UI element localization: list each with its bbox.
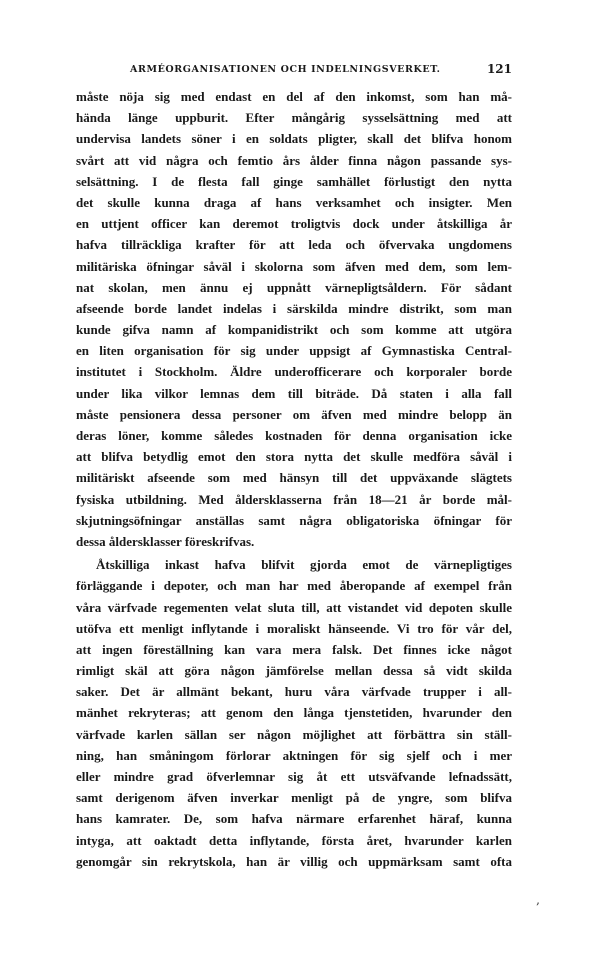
text-line: fysiska utbildning. Med åldersklasserna från 18—21 år borde mål-	[76, 491, 512, 507]
text-line: genomgår sin rekrytskola, han är villig och uppmärksam samt ofta	[76, 853, 512, 869]
text-line: eller mindre grad öfverlemnar sig åt ett utsväfvande lefnadssätt,	[76, 769, 512, 784]
text-line: en uttjent officer kan deremot troligtvis dock under åtskilliga år	[76, 216, 512, 232]
text-line: mänhet rekryteras; att genom den långa tjenstetiden, hvarunder den	[76, 705, 512, 721]
page-number: 121	[486, 62, 512, 76]
text-line: militäriska öfningar såväl i skolorna som äfven med dem, som lem-	[76, 258, 512, 274]
text-line: afseende borde landet indelas i särskilda mindre distrikt, som man	[76, 300, 512, 316]
text-line: hända länge uppburit. Efter mångårig sysselsättning med att	[76, 110, 512, 126]
text-line: militäriskt afseende som med hänsyn till det uppväxande slägtets	[76, 470, 512, 486]
text-line-paragraph-start: Åtskilliga inkast hafva blifvit gjorda emot de värnepligtiges	[96, 557, 512, 573]
text-line: rimligt skäl att göra någon jämförelse mellan dessa så vidt skilda	[76, 663, 512, 679]
running-title: ARMÉORGANISATIONEN OCH INDELNINGSVERKET.	[130, 64, 441, 75]
text-line: våra värfvade regementen velat sluta till, att vistandet vid depoten skulle	[76, 599, 512, 615]
text-line-paragraph-end: dessa åldersklasser föreskrifvas.	[76, 533, 255, 549]
text-line: intyga, att oaktadt detta inflytande, första året, hvarunder karlen	[76, 832, 512, 848]
text-line: att ingen föreställning kan vara mera falsk. Det finnes icke något	[76, 641, 512, 657]
text-line: måste nöja sig med endast en del af den inkomst, som han må-	[76, 89, 512, 104]
text-line: det skulle kunna draga af hans verksamhet och insigter. Men	[76, 194, 512, 210]
body-text	[76, 86, 512, 872]
margin-mark: ‚	[536, 893, 540, 907]
text-line: selsättning. I de flesta fall ginge samhället förlustigt den nytta	[76, 173, 512, 189]
text-line: att blifva betydlig emot den stora nytta det skulle medföra såväl i	[76, 449, 512, 465]
page-header	[76, 64, 512, 80]
text-line: måste pensionera dessa personer om äfven med mindre belopp än	[76, 406, 512, 422]
text-line: hafva tillräckliga krafter för att leda och öfvervaka ungdomens	[76, 237, 512, 253]
text-line: svårt att vid några och femtio års ålder finna någon passande sys-	[76, 152, 512, 168]
text-line: under lika vilkor lemnas dem till biträde. Då staten i alla fall	[76, 385, 512, 401]
text-line: hans kamrater. De, som hafva närmare erfarenhet häraf, kunna	[76, 811, 512, 827]
text-line: skjutningsöfningar anställas samt några obligatoriska öfningar för	[76, 512, 512, 528]
text-line: nat skolan, men ännu ej uppnått värnepligtsåldern. För sådant	[76, 279, 512, 295]
text-line: utöfva ett menligt inflytande i moraliskt hänseende. Vi tro för vår del,	[76, 620, 512, 636]
text-line: ning, han småningom förlorar aktningen för sig sjelf och i mer	[76, 747, 512, 763]
text-line: kunde gifva namn af kompanidistrikt och som komme att utgöra	[76, 322, 512, 338]
text-line: undervisa landets söner i en soldats pligter, skall det blifva honom	[76, 131, 512, 147]
text-line: förläggande i depoter, och man har med åberopande af exempel från	[76, 578, 512, 594]
text-line: saker. Det är allmänt bekant, huru våra värfvade trupper i all-	[76, 684, 512, 700]
text-line: deras löner, komme således kostnaden för denna organisation icke	[76, 428, 512, 443]
text-line: samt derigenom äfven inverkar menligt på de yngre, som blifva	[76, 790, 512, 806]
text-line: institutet i Stockholm. Äldre underofficerare och korporaler borde	[76, 364, 512, 380]
text-line: värfvade karlen sällan ser någon möjlighet att förbättra sin ställ-	[76, 726, 512, 742]
text-line: en liten organisation för sig under uppsigt af Gymnastiska Central-	[76, 343, 512, 359]
